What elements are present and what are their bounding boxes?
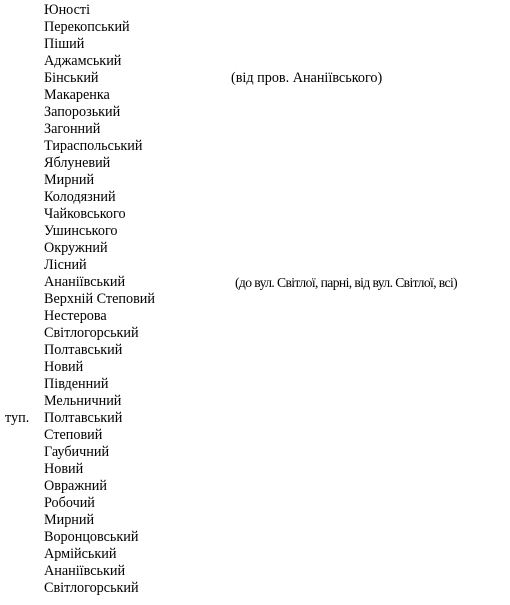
street-row: [0, 461, 510, 478]
street-row: [0, 257, 510, 274]
street-row: [0, 87, 510, 104]
street-row: [0, 495, 510, 512]
street-row: [0, 53, 510, 70]
street-name: Окружний: [44, 240, 108, 256]
street-row: [0, 274, 510, 291]
street-row: [0, 308, 510, 325]
street-name: Ушинського: [44, 223, 118, 239]
street-name: Тираспольський: [44, 138, 143, 154]
street-row: [0, 172, 510, 189]
street-row: [0, 19, 510, 36]
street-name: Запорозький: [44, 104, 121, 120]
street-name: Колодязний: [44, 189, 116, 205]
street-name: Нестерова: [44, 308, 107, 324]
street-name: Ананіївський: [44, 563, 126, 579]
street-row: [0, 36, 510, 53]
street-row: [0, 444, 510, 461]
street-name: Мельничний: [44, 393, 122, 409]
street-name: Ананіївський: [44, 274, 126, 290]
street-row: [0, 478, 510, 495]
street-name: Степовий: [44, 427, 103, 443]
street-row: [0, 512, 510, 529]
street-name: Новий: [44, 359, 84, 375]
street-row: [0, 529, 510, 546]
street-name: Світлогорський: [44, 325, 139, 341]
street-row: [0, 291, 510, 308]
street-row: [0, 563, 510, 580]
street-row: [0, 189, 510, 206]
street-row: [0, 138, 510, 155]
street-row: [0, 2, 510, 19]
street-name: Воронцовський: [44, 529, 139, 545]
street-name: Бінський: [44, 70, 99, 86]
street-name: Верхній Степовий: [44, 291, 155, 307]
street-row: [0, 240, 510, 257]
street-name: Перекопський: [44, 19, 130, 35]
street-row: [0, 70, 510, 87]
street-row: [0, 410, 510, 427]
street-name: Макаренка: [44, 87, 110, 103]
street-name: Армійський: [44, 546, 117, 562]
street-name: Мирний: [44, 512, 95, 528]
street-row: [0, 427, 510, 444]
street-name: Робочий: [44, 495, 95, 511]
street-name: Загонний: [44, 121, 101, 137]
street-name: Юності: [44, 2, 91, 18]
street-row: [0, 393, 510, 410]
street-row: [0, 206, 510, 223]
street-row: [0, 155, 510, 172]
street-row: [0, 546, 510, 563]
street-name: Полтавський: [44, 342, 123, 358]
street-note: (від пров. Ананіївського): [231, 70, 383, 86]
street-name: Гаубичний: [44, 444, 110, 460]
street-name: Мирний: [44, 172, 95, 188]
street-name: Південний: [44, 376, 109, 392]
street-row: [0, 121, 510, 138]
street-name: Полтавський: [44, 410, 123, 426]
street-row: [0, 359, 510, 376]
street-row: [0, 342, 510, 359]
street-name: Овражний: [44, 478, 107, 494]
street-note: (до вул. Світлої, парні, від вул. Світлої, всі): [235, 275, 458, 290]
street-name: Світлогорський: [44, 580, 139, 596]
street-name: Аджамський: [44, 53, 122, 69]
street-name: Чайковського: [44, 206, 126, 222]
street-name: Піший: [44, 36, 85, 52]
street-row: [0, 223, 510, 240]
street-name: Яблуневий: [44, 155, 111, 171]
street-row: [0, 104, 510, 121]
street-name: Новий: [44, 461, 84, 477]
street-row: [0, 580, 510, 597]
street-row: [0, 376, 510, 393]
street-row: [0, 325, 510, 342]
street-type-prefix: туп.: [5, 410, 30, 426]
street-name: Лісний: [44, 257, 87, 273]
